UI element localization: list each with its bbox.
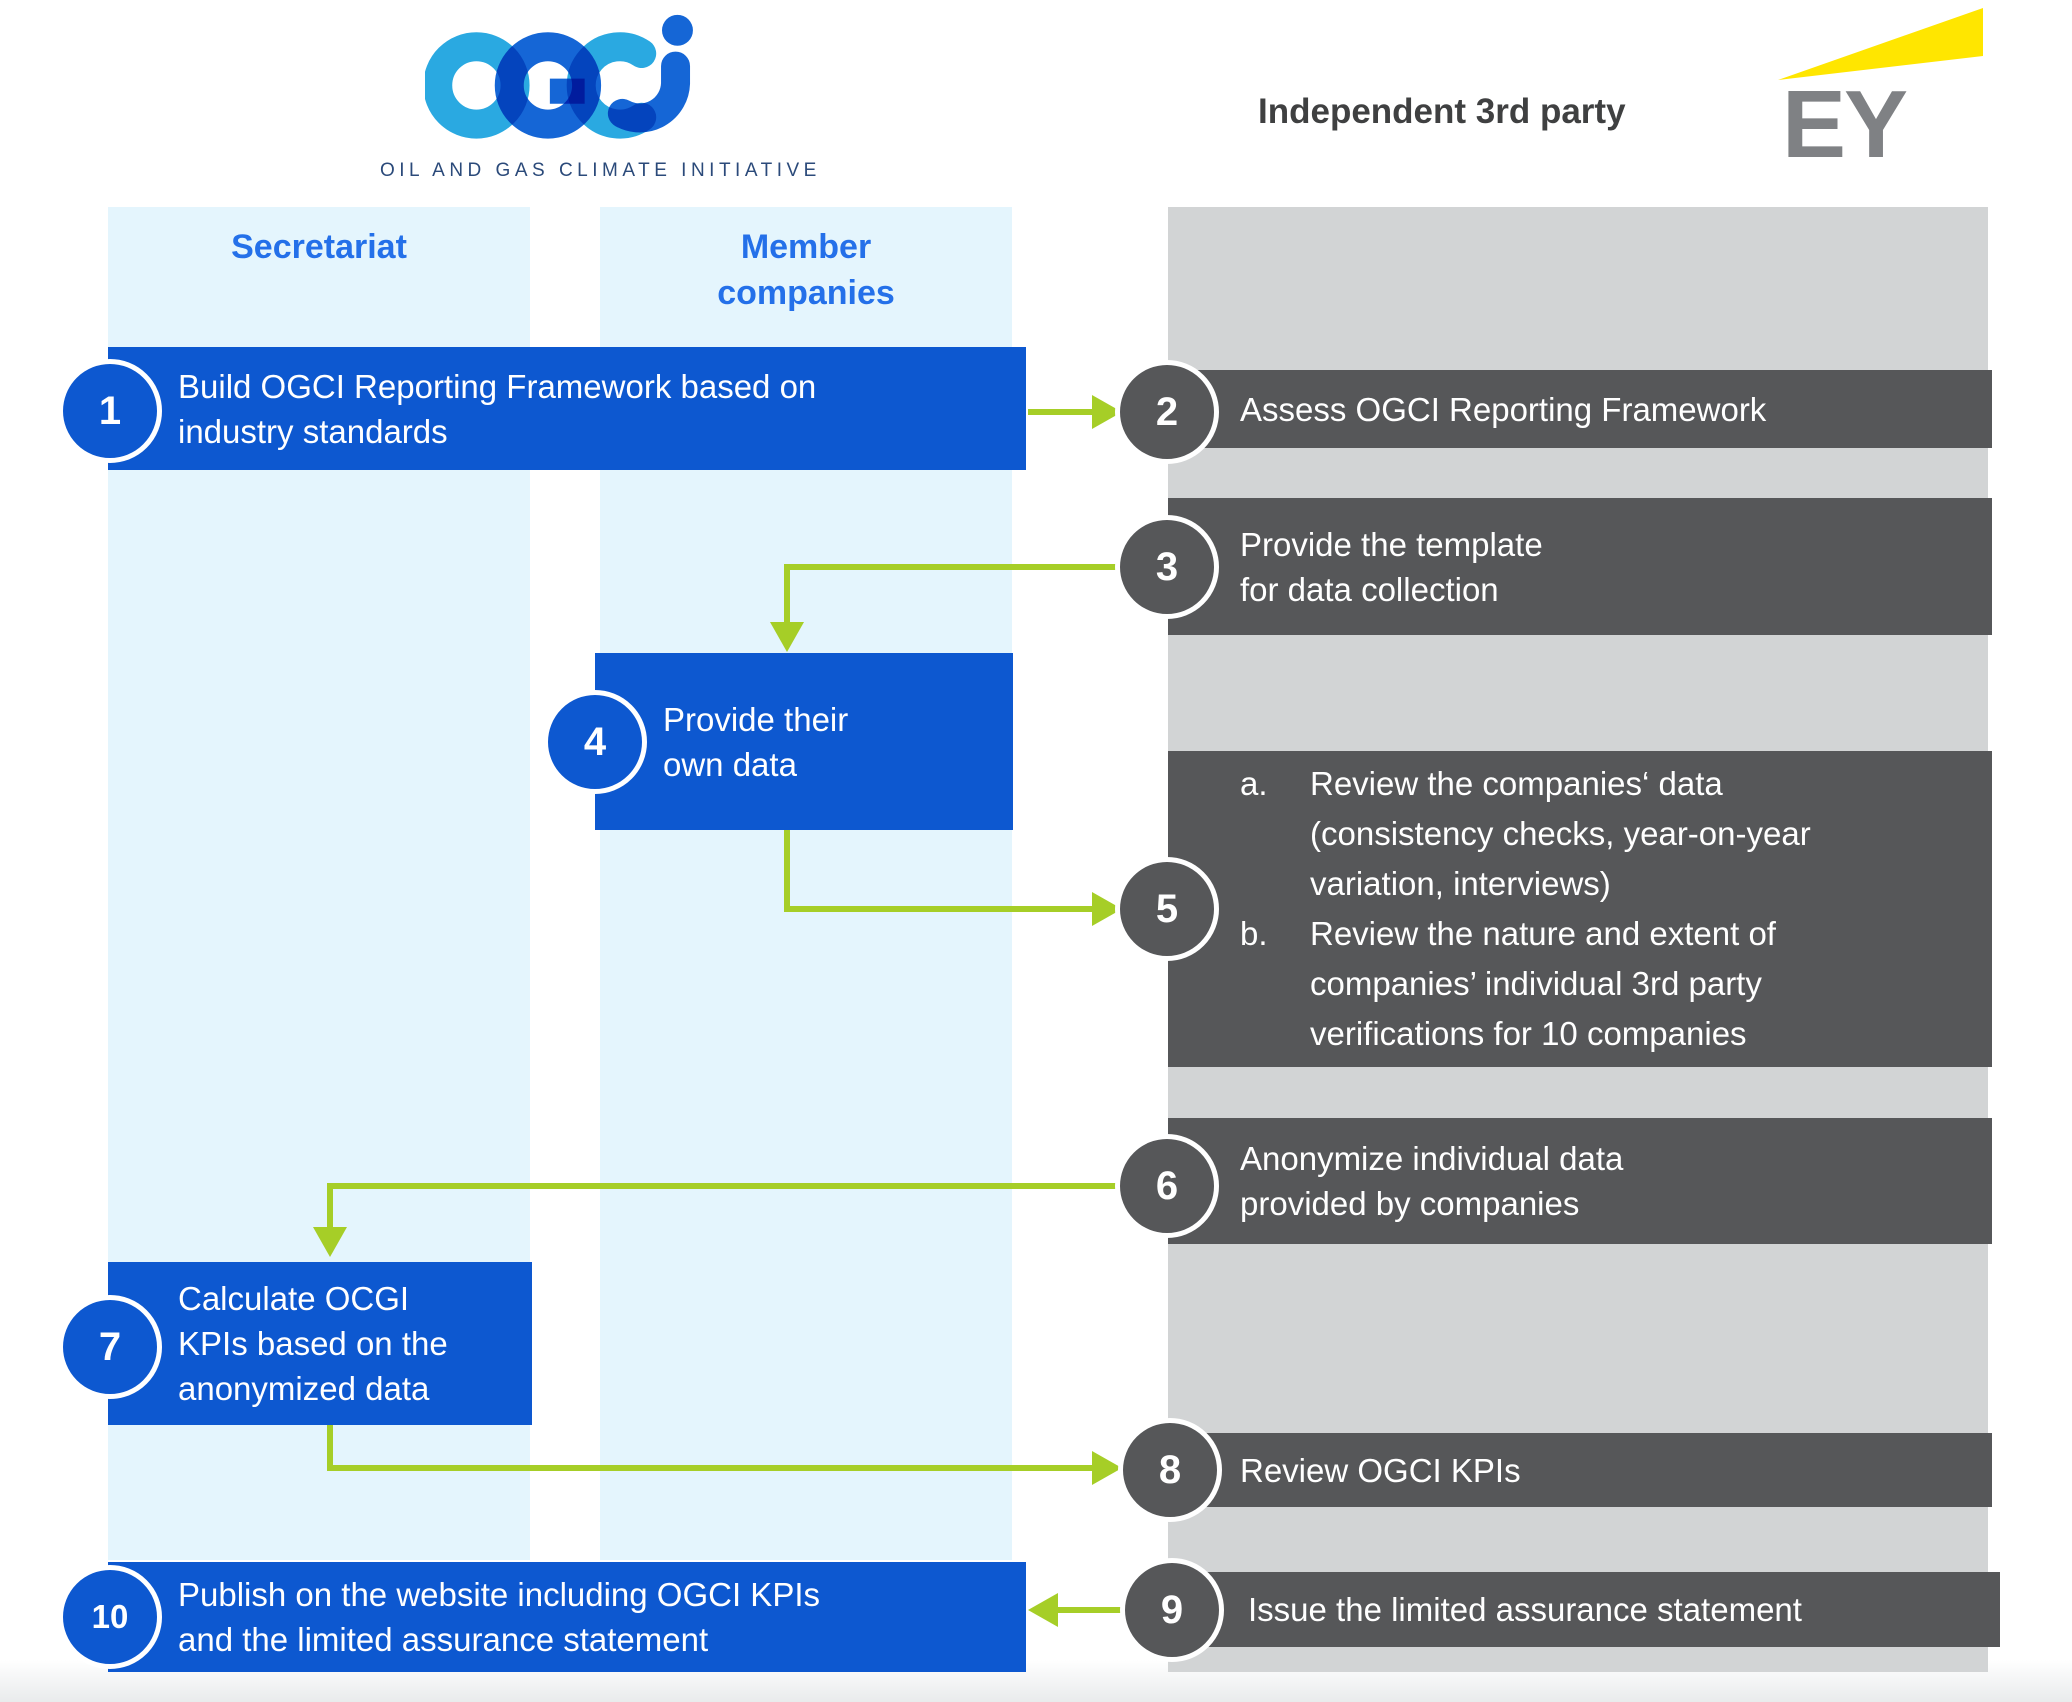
step-5-item-a	[1240, 759, 1992, 909]
arrow-3-to-4-head	[770, 622, 804, 652]
step-text-line: (consistency checks, year-on-year	[1310, 815, 1811, 852]
step-1-circle: 1	[58, 359, 162, 463]
step-3-circle: 3	[1115, 515, 1219, 619]
step-9-box	[1168, 1572, 2000, 1647]
arrow-7-to-8-line-h	[327, 1465, 1092, 1471]
lane-header-secretariat: Secretariat	[231, 228, 407, 266]
step-text-line: for data collection	[1240, 570, 1499, 608]
step-2-circle: 2	[1115, 360, 1219, 464]
arrow-3-to-4-line-v	[784, 564, 790, 622]
arrow-6-to-7-line-v	[327, 1183, 333, 1227]
step-text-line: verifications for 10 companies	[1310, 1015, 1747, 1052]
arrow-6-to-7-head	[313, 1227, 347, 1257]
step-8-circle: 8	[1118, 1418, 1222, 1522]
ey-logo-text: EY	[1782, 71, 1907, 178]
step-text-line: companies’ individual 3rd party	[1310, 965, 1762, 1002]
step-text-line: anonymized data	[178, 1370, 430, 1407]
third-party-label: Independent 3rd party	[1258, 92, 1626, 131]
step-2-box	[1168, 370, 1992, 448]
step-8-box	[1168, 1433, 1992, 1507]
step-text-line: Calculate OCGI	[178, 1280, 410, 1317]
step-5-item-b	[1240, 909, 1992, 1059]
arrow-4-to-5-line-v	[784, 830, 790, 906]
arrow-4-to-5-line-h	[784, 906, 1092, 912]
step-1-box	[108, 347, 1026, 470]
step-3-box	[1168, 498, 1992, 635]
step-7-circle: 7	[58, 1295, 162, 1399]
list-lines	[1310, 759, 1992, 909]
list-marker: b.	[1240, 915, 1268, 952]
step-text-line: Publish on the website including OGCI KPIs	[178, 1576, 821, 1613]
lane-header-member-companies	[600, 224, 1012, 316]
step-6-circle: 6	[1115, 1134, 1219, 1238]
step-text-line: Issue the limited assurance statement	[1248, 1591, 1802, 1628]
step-5-box	[1168, 751, 1992, 1067]
arrow-3-to-4-line-h	[787, 564, 1122, 570]
ogci-logo-icon	[425, 10, 725, 155]
step-9-circle: 9	[1120, 1558, 1224, 1662]
step-text-line: Review OGCI KPIs	[1240, 1451, 1521, 1489]
step-6-box	[1168, 1118, 1992, 1244]
list-marker: a.	[1240, 765, 1268, 802]
step-text-line: and the limited assurance statement	[178, 1621, 709, 1658]
step-4-circle: 4	[543, 690, 647, 794]
lane-header-member-line2: companies	[717, 274, 895, 312]
step-4-box	[595, 653, 1013, 830]
step-text-line: industry standards	[178, 412, 448, 450]
step-text-line: provided by companies	[1240, 1185, 1580, 1222]
step-7-box	[108, 1262, 532, 1425]
step-10-circle: 10	[58, 1565, 162, 1669]
step-text-line: own data	[663, 745, 797, 783]
step-text-line: Assess OGCI Reporting Framework	[1240, 390, 1767, 428]
step-text-line: Provide the template	[1240, 525, 1543, 563]
step-10-box	[108, 1562, 1026, 1672]
lane-header-member-line1: Member	[740, 228, 872, 266]
list-lines	[1310, 909, 1992, 1059]
arrow-9-to-10-line	[1058, 1607, 1124, 1613]
arrow-9-to-10-head	[1028, 1593, 1058, 1627]
step-text-line: Review the nature and extent of	[1310, 915, 1776, 952]
arrow-1-to-2-line	[1028, 409, 1092, 415]
step-5-circle: 5	[1115, 857, 1219, 961]
step-text-line: KPIs based on the	[178, 1325, 448, 1362]
step-text-line: Provide their	[663, 700, 849, 738]
ogci-wordmark: OIL AND GAS CLIMATE INITIATIVE	[380, 160, 821, 181]
arrow-6-to-7-line-h	[330, 1183, 1122, 1189]
step-text-line: Build OGCI Reporting Framework based on	[178, 367, 817, 405]
step-text-line: Anonymize individual data	[1240, 1140, 1624, 1177]
step-text-line: variation, interviews)	[1310, 865, 1611, 902]
step-text-line: Review the companies‘ data	[1310, 765, 1723, 802]
